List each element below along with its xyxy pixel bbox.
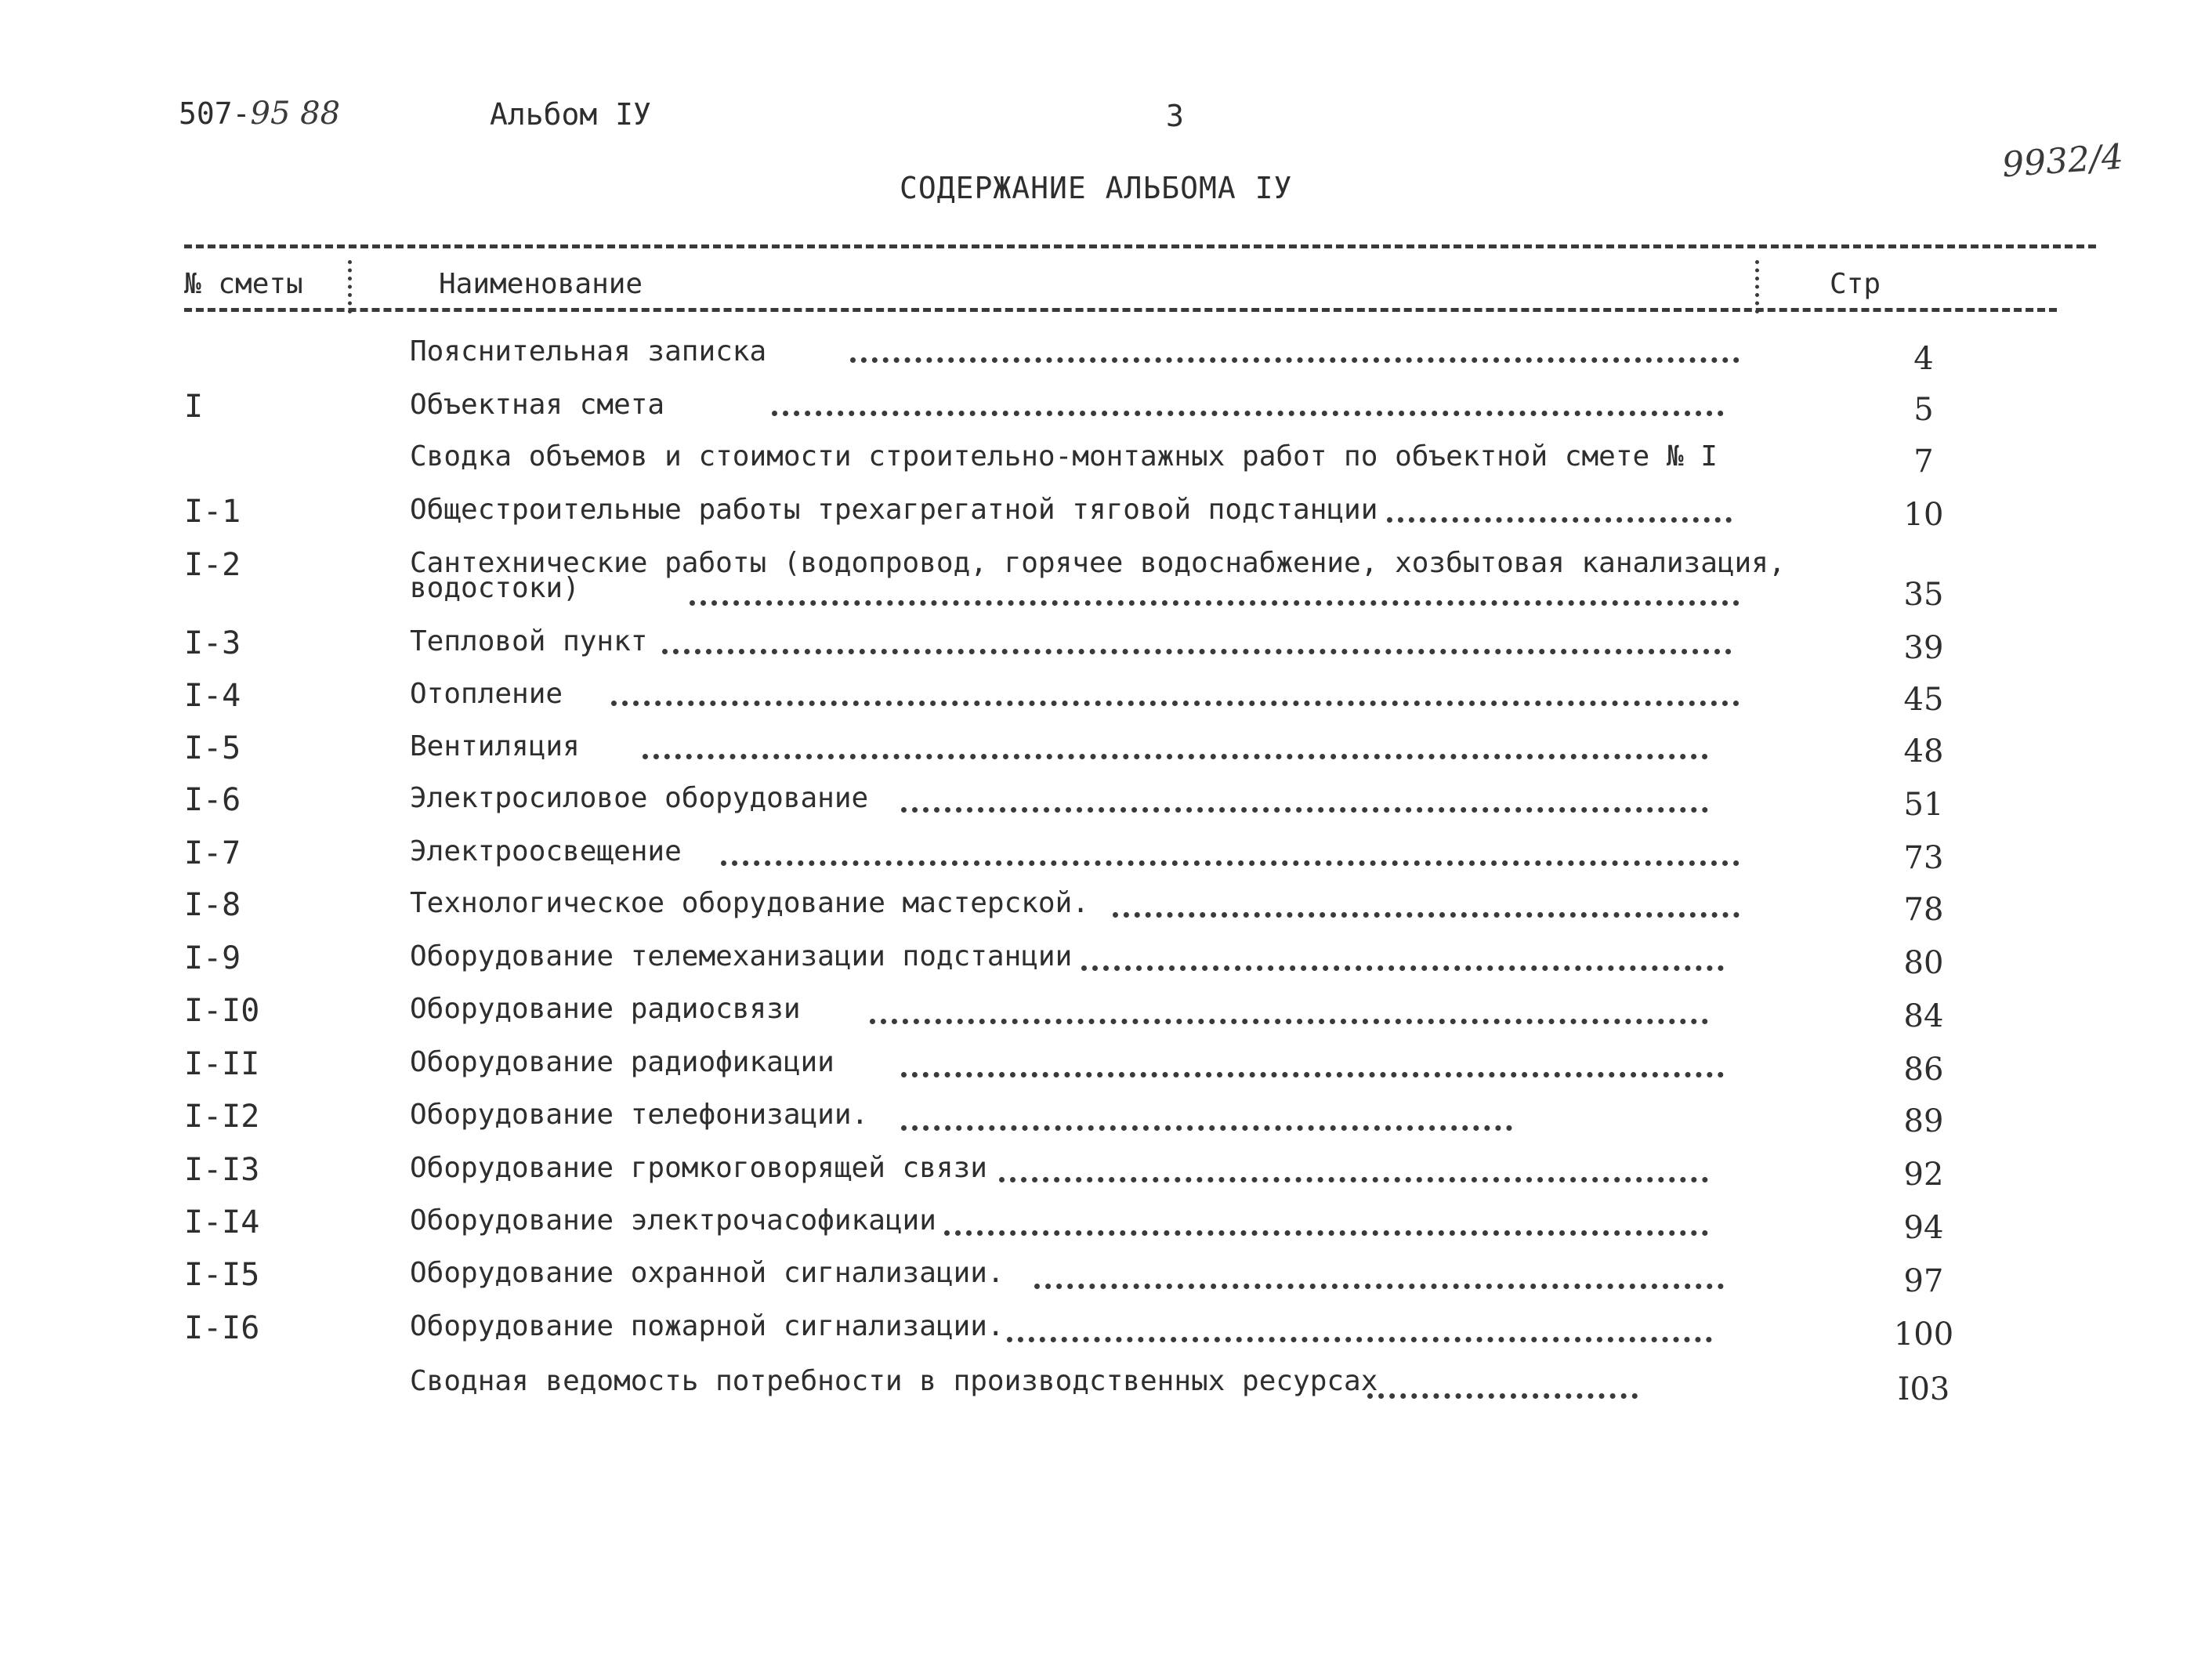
row-name: Вентиляция [410,730,580,762]
dot-leader [662,649,1732,654]
row-page: 5 [1913,392,1934,428]
row-number: I-I0 [184,993,260,1029]
row-name: Оборудование радиосвязи [410,993,801,1025]
row-name: Оборудование пожарной сигнализации. [410,1310,1005,1342]
dot-leader [772,411,1724,416]
row-name: Пояснительная записка [410,335,767,368]
row-name: Тепловой пункт [410,625,648,657]
dot-leader [901,1125,1512,1131]
row-name: Оборудование громкоговорящей связи [410,1152,987,1184]
dot-leader [611,701,1740,706]
row-number: I-6 [184,782,241,818]
row-name: Отопление [410,678,563,710]
row-number: I-I2 [184,1099,260,1135]
row-page: 94 [1903,1210,1944,1246]
row-name: Электроосвещение [410,835,682,867]
row-number: I-4 [184,678,241,714]
row-number: I-7 [184,835,241,871]
row-number: I-I6 [184,1310,260,1346]
row-page: 78 [1903,892,1944,928]
row-name: Оборудование охранной сигнализации. [410,1257,1005,1289]
row-page: 51 [1903,787,1944,823]
dot-leader [901,1072,1724,1077]
row-page: 39 [1903,630,1944,666]
row-number: I-I5 [184,1257,260,1293]
album-label: Альбом IУ [490,97,651,132]
page-number: 3 [1166,99,1184,133]
document-code-typed: 507- [179,96,251,131]
column-header-page: Стр [1830,268,1881,300]
row-number: I-3 [184,625,241,661]
row-page: 84 [1903,998,1944,1034]
row-page: 10 [1903,497,1944,533]
row-number: I-I4 [184,1204,260,1240]
row-number: I-2 [184,547,241,583]
column-header-number: № сметы [184,268,303,300]
dot-leader [901,807,1708,813]
row-name: Сводная ведомость потребности в производственных ресурсах [410,1365,1378,1397]
table-header-rule [184,308,2057,312]
row-page: 86 [1903,1052,1944,1088]
dot-leader [870,1019,1708,1024]
row-number: I-1 [184,494,241,530]
dot-leader [1113,912,1740,918]
row-name: Технологическое оборудование мастерской. [410,887,1089,919]
row-page: 73 [1903,840,1944,876]
row-page: 100 [1893,1316,1954,1353]
row-page: 35 [1903,577,1944,613]
row-number: I-9 [184,940,241,976]
row-number: I-II [184,1046,260,1082]
dot-leader [643,754,1708,759]
dot-leader [1007,1337,1712,1342]
row-page: 45 [1903,682,1944,718]
document-code [179,96,340,132]
row-name: Оборудование электрочасофикации [410,1204,936,1237]
table-top-rule [184,244,2096,248]
row-number: I-I3 [184,1152,260,1188]
dot-leader [690,600,1740,606]
dot-leader [1367,1393,1638,1399]
dot-leader [944,1230,1708,1236]
row-name-continued: водостоки) [410,572,580,604]
dot-leader [1387,517,1732,523]
archive-number-handwritten: 9932/4 [2000,136,2125,186]
row-page: 48 [1903,733,1944,770]
row-name: Объектная смета [410,389,665,421]
row-page: 4 [1913,341,1934,377]
document-code-handwritten: 95 88 [250,96,341,132]
row-number: I [184,389,204,425]
row-name: Оборудование телемеханизации подстанции [410,940,1073,972]
row-name: Оборудование радиофикации [410,1046,834,1078]
column-separator-left [348,260,352,313]
row-number: I-5 [184,730,241,766]
page-title: СОДЕРЖАНИЕ АЛЬБОМА IУ [900,171,1293,205]
row-page: I03 [1897,1371,1950,1407]
row-page: 92 [1903,1157,1944,1193]
dot-leader [850,357,1740,363]
row-number: I-8 [184,887,241,923]
dot-leader [999,1177,1708,1182]
dot-leader [721,860,1740,866]
row-page: 89 [1903,1103,1944,1139]
row-name: Общестроительные работы трехагрегатной тяговой подстанции [410,494,1378,526]
row-name: Сводка объемов и стоимости строительно-монтажных работ по объектной смете № I [410,440,1718,473]
dot-leader [1034,1284,1724,1289]
column-separator-right [1755,260,1759,313]
dot-leader [1081,965,1724,971]
row-name: Электросиловое оборудование [410,782,869,814]
row-name: Оборудование телефонизации. [410,1099,869,1131]
row-page: 97 [1903,1263,1944,1299]
row-name: Сантехнические работы (водопровод, горячее водоснабжение, хозбытовая канализация, [410,547,1786,579]
row-page: 80 [1903,945,1944,981]
column-header-name: Наименование [439,268,643,300]
row-page: 7 [1913,444,1934,480]
